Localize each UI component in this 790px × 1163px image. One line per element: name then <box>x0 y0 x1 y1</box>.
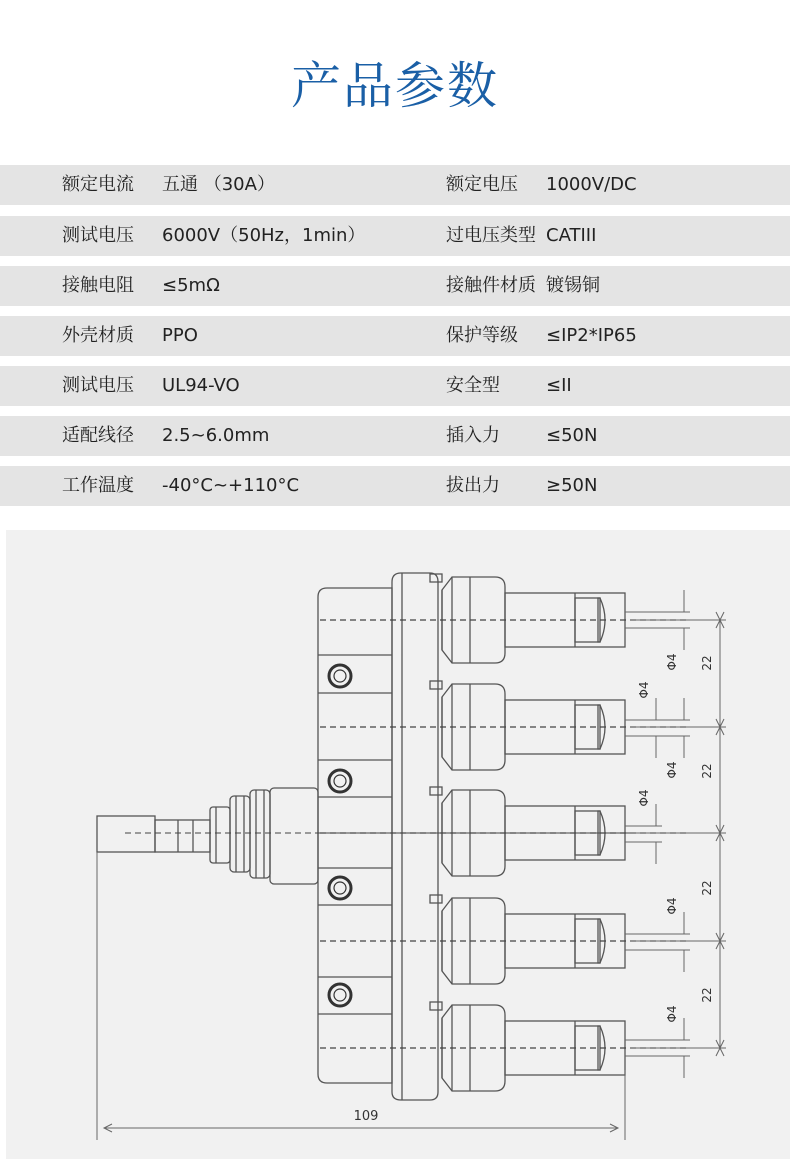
ring-mark <box>329 877 351 899</box>
pitch-label: 22 <box>700 763 714 779</box>
ring-mark <box>329 984 351 1006</box>
spec-value: 6000V（50Hz，1min） <box>162 225 366 246</box>
spec-label: 额定电压 <box>446 174 518 195</box>
outlet-connector <box>320 787 690 876</box>
diameter-label: Φ4 <box>637 789 651 807</box>
spec-value: ≤II <box>546 375 572 396</box>
flange-notch <box>430 895 442 903</box>
spec-value: 1000V/DC <box>546 174 637 195</box>
spec-label: 适配线径 <box>62 425 134 446</box>
ring-mark <box>329 665 351 687</box>
outlet-connector <box>320 681 690 770</box>
arrow-head <box>716 612 724 620</box>
ring-mark <box>329 770 351 792</box>
flange-notch <box>430 681 442 689</box>
spec-label: 接触电阻 <box>62 275 134 296</box>
pitch-label: 22 <box>700 987 714 1003</box>
spec-value: PPO <box>162 325 198 346</box>
diameter-label: Φ4 <box>665 761 679 779</box>
diameter-label: Φ4 <box>665 1005 679 1023</box>
spec-row <box>0 466 790 506</box>
connector-technical-drawing <box>6 530 790 1159</box>
spec-row <box>0 165 790 205</box>
length-label: 109 <box>353 1109 379 1124</box>
flange-notch <box>430 787 442 795</box>
spec-label: 安全型 <box>446 375 500 396</box>
technical-drawing-panel <box>6 530 790 1159</box>
spec-value: ≤5mΩ <box>162 275 220 296</box>
spec-label: 拔出力 <box>446 475 500 496</box>
spec-label: 保护等级 <box>446 325 518 346</box>
ring-inner <box>334 882 346 894</box>
spec-value: ≤IP2*IP65 <box>546 325 637 346</box>
spec-row <box>0 266 790 306</box>
ring-inner <box>334 989 346 1001</box>
ring-inner <box>334 670 346 682</box>
spec-row <box>0 416 790 456</box>
spec-value: 镀锡铜 <box>546 275 600 296</box>
spec-row <box>0 316 790 356</box>
arrow-head <box>716 1048 724 1056</box>
spec-label: 工作温度 <box>62 475 134 496</box>
spec-value: ≤50N <box>546 425 598 446</box>
spec-label: 测试电压 <box>62 225 134 246</box>
spec-label: 外壳材质 <box>62 325 134 346</box>
ring-inner <box>334 775 346 787</box>
spec-value: -40°C~+110°C <box>162 475 300 496</box>
outlet-connector <box>320 895 690 984</box>
spec-row <box>0 216 790 256</box>
spec-value: CATIII <box>546 225 597 246</box>
spec-label: 过电压类型 <box>446 225 536 246</box>
spec-label: 插入力 <box>446 425 500 446</box>
flange-notch <box>430 1002 442 1010</box>
pitch-label: 22 <box>700 880 714 896</box>
spec-label: 接触件材质 <box>446 275 536 296</box>
pitch-label: 22 <box>700 655 714 671</box>
diameter-label: Φ4 <box>665 653 679 671</box>
spec-value: UL94-VO <box>162 375 240 396</box>
spec-value: 五通 （30A） <box>162 174 275 195</box>
page-title: 产品参数 <box>291 57 499 115</box>
diameter-label: Φ4 <box>665 897 679 915</box>
spec-value: ≥50N <box>546 475 598 496</box>
outlet-connector <box>320 1002 690 1091</box>
spec-row <box>0 366 790 406</box>
diameter-label: Φ4 <box>637 681 651 699</box>
spec-value: 2.5~6.0mm <box>162 425 270 446</box>
spec-label: 额定电流 <box>62 174 134 195</box>
spec-label: 测试电压 <box>62 375 134 396</box>
